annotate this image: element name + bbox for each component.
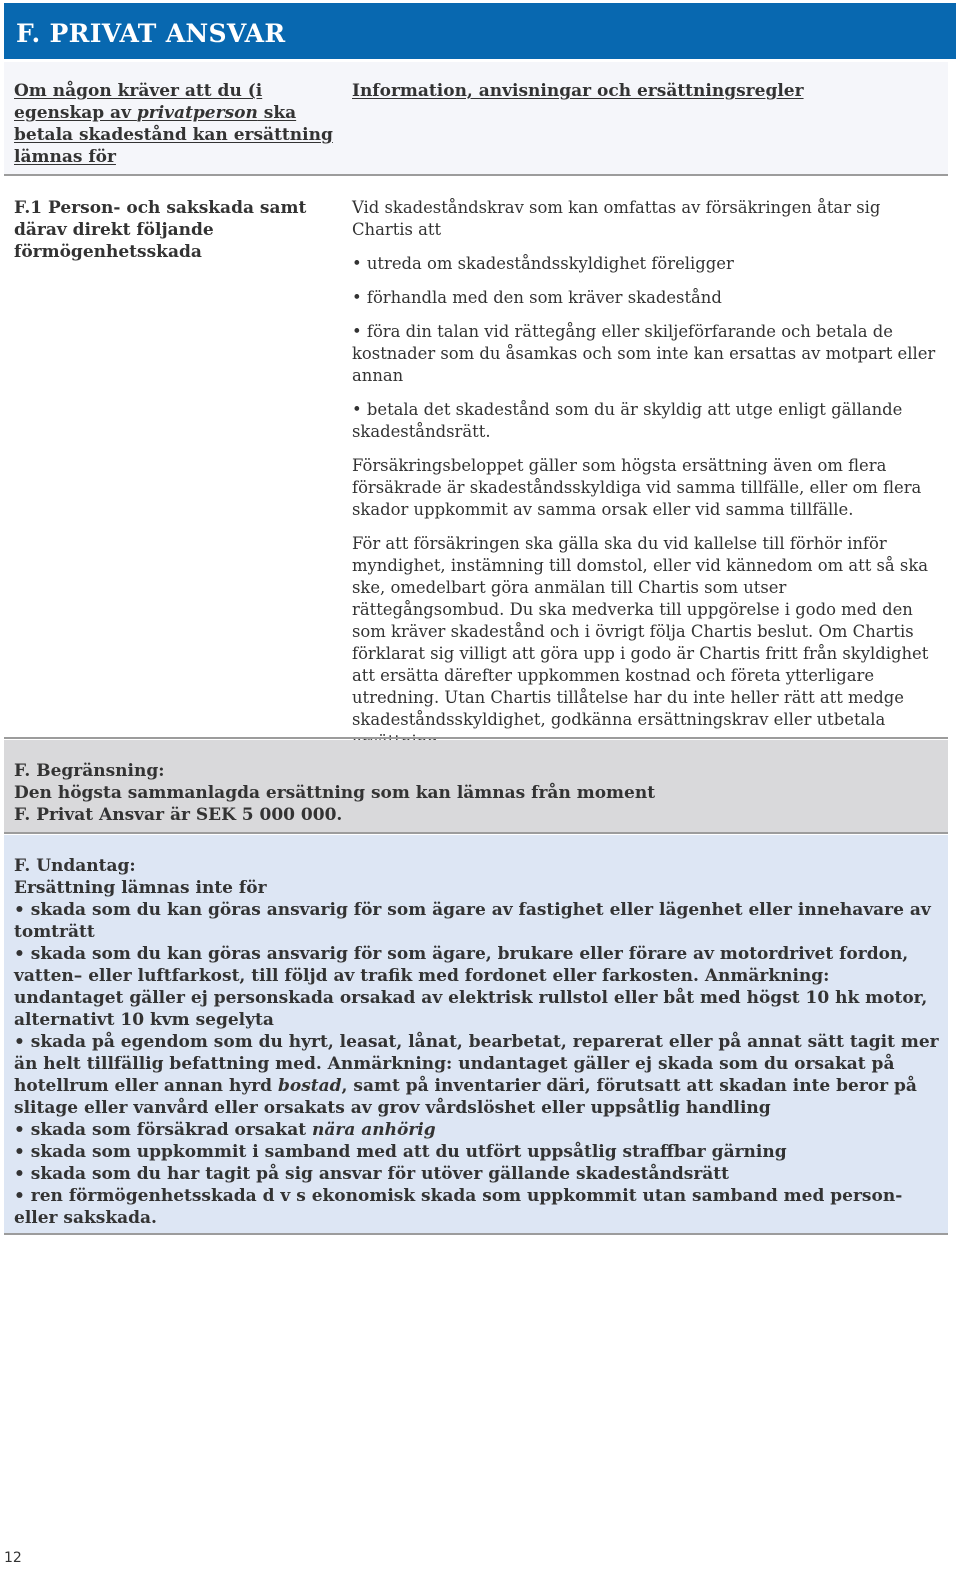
coverage-question-part: Om någon kräver att du (i egenskap av bbox=[14, 81, 263, 123]
information-bullet: • utreda om skadeståndsskyldighet föreligger bbox=[352, 254, 734, 273]
limitation-text: Den högsta sammanlagda ersättning som kan lämnas från moment F. Privat Ansvar är SEK 5 000 000. bbox=[14, 783, 656, 825]
divider bbox=[4, 174, 948, 176]
information-bullet: • betala det skadestånd som du är skyldig att utge enligt gällande skadeståndsrätt. bbox=[352, 400, 903, 441]
information-paragraph: Försäkringsbeloppet gäller som högsta ersättning även om flera försäkrade är skadeståndsskyldiga vid samma tillfälle, eller om flera skador uppkommit av samma orsak eller vid samma tillfälle. bbox=[352, 456, 922, 519]
information-paragraph: Vid skadeståndskrav som kan omfattas av försäkringen åtar sig Chartis att bbox=[352, 198, 881, 239]
exceptions-box bbox=[4, 835, 948, 1233]
exception-item: • skada som du kan göras ansvarig för som ägare av fastighet eller lägenhet eller innehavare av tomträtt bbox=[14, 900, 931, 942]
exception-item-emphasis: bostad bbox=[277, 1076, 342, 1096]
exception-item: • skada som du har tagit på sig ansvar för utöver gällande skadeståndsrätt bbox=[14, 1164, 730, 1184]
exception-item: • ren förmögenhetsskada d v s ekonomisk skada som uppkommit utan samband med person- eller sakskada. bbox=[14, 1186, 903, 1228]
coverage-question-emphasis: privatperson bbox=[136, 103, 258, 123]
exception-item-emphasis: nära anhörig bbox=[311, 1120, 436, 1140]
information-heading: Information, anvisningar och ersättningsregler bbox=[352, 81, 804, 101]
limitation-title: F. Begränsning: bbox=[14, 761, 165, 781]
exception-item bbox=[14, 1031, 939, 1119]
exception-item-text: • skada på egendom som du hyrt, leasat, lånat, bearbetat, reparerat eller på annat sätt tagit mer än helt tillfällig befattning med. Anmärkning: undantaget gäller ej skada som du orsakat på hotellrum eller annan hyrd bbox=[14, 1032, 939, 1096]
exception-item-text: , samt på inventarier däri, förutsatt att skadan inte beror på slitage eller vanvård eller orsakats av grov vårdslöshet eller uppsåtlig handling bbox=[14, 1076, 917, 1118]
limitation-box bbox=[4, 740, 948, 832]
subsection-heading: F.1 Person- och sakskada samt därav direkt följande förmögenhetsskada bbox=[14, 198, 307, 262]
coverage-question-part: ska betala skadestånd kan ersättning lämnas för bbox=[14, 103, 333, 167]
divider bbox=[4, 832, 948, 834]
section-header-bar bbox=[4, 3, 956, 59]
divider bbox=[4, 737, 948, 739]
coverage-question-heading bbox=[14, 80, 334, 168]
exception-item: • skada som uppkommit i samband med att du utfört uppsåtlig straffbar gärning bbox=[14, 1142, 787, 1162]
information-bullet: • föra din talan vid rättegång eller skiljeförfarande och betala de kostnader som du åsamkas och som inte kan ersattas av motpart eller annan bbox=[352, 322, 936, 385]
exception-item bbox=[14, 1119, 939, 1141]
exceptions-title: F. Undantag: bbox=[14, 856, 136, 876]
information-text bbox=[352, 197, 937, 753]
page-number: 12 bbox=[4, 1550, 22, 1566]
information-paragraph: För att försäkringen ska gälla ska du vid kallelse till förhör inför myndighet, instämning till domstol, eller vid kännedom om att så ska ske, omedelbart göra anmälan till Chartis som utser rättegångsombud. Du ska medverka till uppgörelse i godo med den som kräver skadestånd och i övrigt följa Chartis beslut. Om Chartis förklarat sig villigt att göra upp i godo är Chartis fritt från skyldighet att ersätta därefter uppkommen kostnad och företa ytterligare utredning. Utan Chartis tillåtelse har du inte heller rätt att medge skadeståndsskyldighet, godkänna ersättningskrav eller utbetala bbox=[352, 534, 929, 729]
divider bbox=[4, 1233, 948, 1235]
exception-item-text: • skada som försäkrad orsakat bbox=[14, 1120, 312, 1140]
exception-item: • skada som du kan göras ansvarig för som ägare, brukare eller förare av motordrivet fordon, vatten– eller luftfarkost, till följd av trafik med fordonet eller farkosten. Anmärkning: undantaget gäller ej personskada orsakad av elektrisk rullstol eller båt med högst 10 hk motor, alternativt 10 kvm segelyta bbox=[14, 944, 928, 1030]
exceptions-intro: Ersättning lämnas inte för bbox=[14, 878, 267, 898]
section-title: F. PRIVAT ANSVAR bbox=[16, 19, 286, 48]
information-bullet: • förhandla med den som kräver skadestånd bbox=[352, 288, 722, 307]
